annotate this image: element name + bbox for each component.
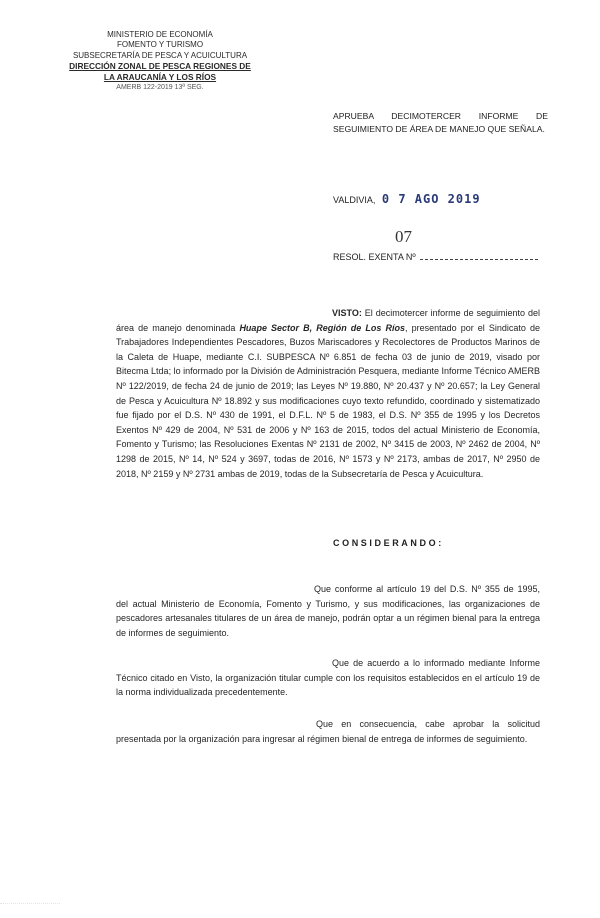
ministry-subline: FOMENTO Y TURISMO (116, 40, 204, 50)
visto-paragraph (116, 306, 540, 481)
place-date (333, 192, 481, 206)
direccion-line-2: LA ARAUCANÍA Y LOS RÍOS (103, 71, 217, 82)
visto-lead: VISTO: (332, 308, 362, 318)
direccion-line-1: DIRECCIÓN ZONAL DE PESCA REGIONES DE (69, 61, 251, 72)
resolution-number-blank (420, 259, 538, 260)
resolution-label-line (333, 252, 538, 262)
date-stamp: 0 7 AGO 2019 (381, 192, 481, 206)
visto-text-1: El decimotercer informe de seguimiento del área de manejo denominada (116, 308, 540, 333)
ministry-line: MINISTERIO DE ECONOMÍA (107, 30, 213, 39)
considerando-paragraph-1: Que conforme al artículo 19 del D.S. Nº 355 de 1995, del actual Ministerio de Economía, Fomento y Turismo, y sus modificaciones, las organizaciones de pescadores artesanales titulares de un área de manejo, podrán optar a un régimen bienal para la entrega de informes de seguimiento. (116, 584, 540, 638)
scan-edge-mark (0, 903, 60, 918)
subsecretaria-line: SUBSECRETARÍA DE PESCA Y ACUICULTURA (72, 50, 248, 60)
visto-text-2: , presentado por el Sindicato de Trabajadores Independientes Pescadores, Buzos Mariscadores y Recolectores de Productos Marinos de la Caleta de Huape, mediante C.I. SUBPESCA Nº 6.851 de fecha 03 de junio de 2019, visado por Bitecma Ltda; lo informado por la División de Administración Pesquera, mediante Informe Técnico AMERB Nº 122/2019, de fecha 24 de junio de 2019; las Leyes Nº 19.880, Nº 20.437 y Nº 20.657; la Ley General de Pesca y Acuicultura Nº 18.892 y sus modificaciones cuyo texto refundido, coordinado y sistematizado fue fijado por el D.S. Nº 430 de 1991, el D.F.L. Nº 5 de 1983, el D.S. Nº 355 de 1995 y los Decretos Exentos Nº 429 de 2004, Nº 531 de 2006 y Nº 163 de 2015, todos del actual Ministerio de Economía, Fomento y Turismo; las Resoluciones Exentas Nº 2131 de 2002, Nº 3415 de 2003, Nº 2462 de 2004, Nº 1298 de 2015, Nº 14, Nº 524 y 3697, todas de 2016, Nº 1573 y Nº 2173, ambas de 2017, Nº 2950 de 2018, Nº 2159 y Nº 2731 ambas de 2019, todas de la Subsecretaría de Pesca y Acuicultura. (116, 322, 540, 479)
resolution-label: RESOL. EXENTA Nº (333, 252, 416, 262)
reference-code: AMERB 122-2019 13ª SEG. (116, 84, 204, 92)
letterhead (60, 30, 260, 93)
resolution-subject: APRUEBA DECIMOTERCER INFORME DE SEGUIMIENTO DE ÁREA DE MANEJO QUE SEÑALA. (333, 111, 548, 134)
resolution-number: 07 (395, 227, 412, 246)
considerando-paragraph-2: Que de acuerdo a lo informado mediante Informe Técnico citado en Visto, la organización titular cumple con los requisitos establecidos en el artículo 19 de la norma individualizada precedentemente. (116, 658, 540, 698)
city: VALDIVIA, (333, 195, 376, 205)
considerando-paragraph-3: Que en consecuencia, cabe aprobar la solicitud presentada por la organización para ingresar al régimen bienal de entrega de informes de seguimiento. (116, 719, 540, 744)
area-name: Huape Sector B, Región de Los Ríos (239, 322, 405, 333)
considerando-heading: CONSIDERANDO: (333, 538, 444, 548)
